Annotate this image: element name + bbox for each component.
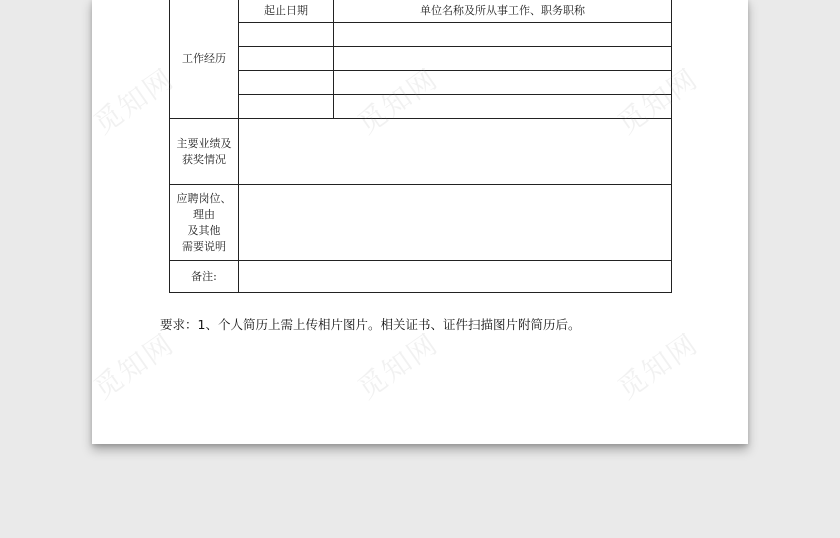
achievements-label-line1: 主要业绩及 [176,136,232,150]
achievements-label [170,119,239,185]
application-label-line3: 及其他 [187,223,221,237]
work-history-label: 工作经历 [170,0,239,119]
achievements-label-line2: 获奖情况 [182,152,226,166]
date-range-cell[interactable] [239,71,334,95]
date-range-cell[interactable] [239,47,334,71]
work-history-header-row [170,0,672,23]
achievements-row [170,119,672,185]
unit-position-cell[interactable] [334,71,672,95]
application-content-cell[interactable] [239,185,672,261]
work-history-row [170,95,672,119]
unit-position-cell[interactable] [334,47,672,71]
unit-position-cell[interactable] [334,23,672,47]
application-label-line1: 应聘岗位、 [176,191,232,205]
date-range-cell[interactable] [239,95,334,119]
remark-content-cell[interactable] [239,261,672,293]
application-label [170,185,239,261]
date-range-header: 起止日期 [239,0,334,23]
remark-label: 备注: [170,261,239,293]
unit-position-header: 单位名称及所从事工作、职务职称 [334,0,672,23]
achievements-content-cell[interactable] [239,119,672,185]
requirement-note: 要求：1、个人简历上需上传相片图片。相关证书、证件扫描图片附简历后。 [160,317,581,332]
application-label-line2: 理由 [193,207,215,221]
application-label-line4: 需要说明 [182,239,226,253]
resume-form-table [169,0,672,293]
remark-row [170,261,672,293]
work-history-row [170,71,672,95]
work-history-row [170,23,672,47]
application-row [170,185,672,261]
work-history-row [170,47,672,71]
unit-position-cell[interactable] [334,95,672,119]
date-range-cell[interactable] [239,23,334,47]
